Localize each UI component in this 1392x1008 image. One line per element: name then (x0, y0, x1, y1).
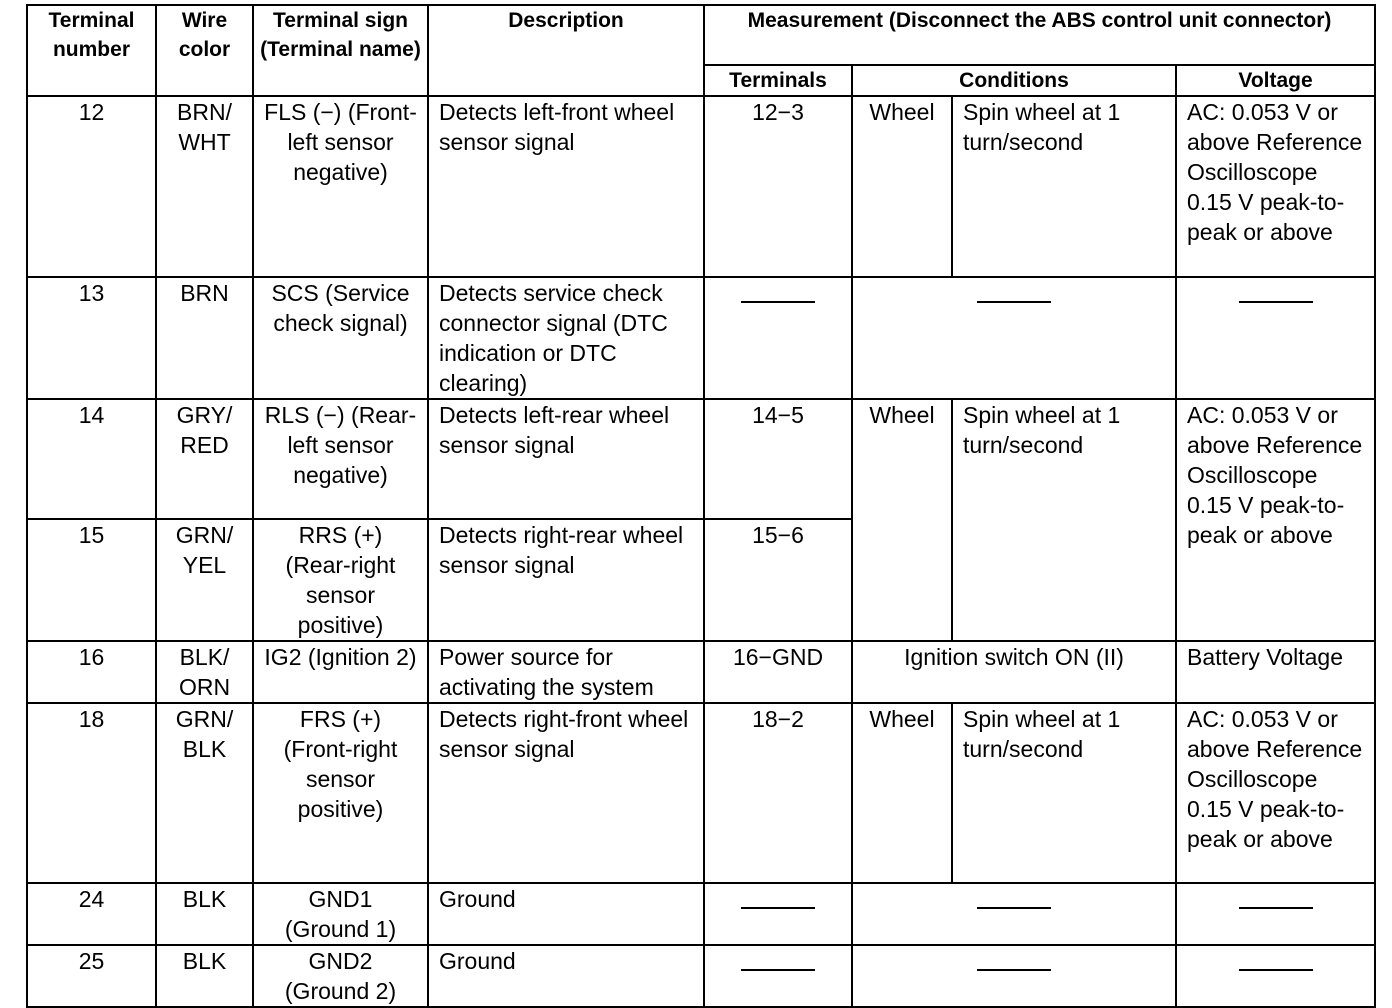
wire-color-cell: BRN/ WHT (156, 96, 253, 277)
description-cell: Detects left-front wheel sensor signal (428, 96, 704, 277)
table-row (27, 277, 1375, 399)
description-cell: Ground (428, 883, 704, 945)
terminals-cell (704, 277, 852, 399)
table-row (27, 703, 1375, 883)
terminal-table (26, 4, 1376, 1008)
table-row (27, 641, 1375, 703)
voltage-cell: AC: 0.053 V or above Reference Oscilloscope 0.15 V peak-to-peak or above (1176, 96, 1375, 277)
header-description: Description (428, 5, 704, 96)
terminal-sign-cell: RRS (+) (Rear-right sensor positive) (253, 519, 428, 641)
voltage-cell: AC: 0.053 V or above Reference Oscilloscope 0.15 V peak-to-peak or above (1176, 399, 1375, 641)
description-cell: Detects service check connector signal (DTC indication or DTC clearing) (428, 277, 704, 399)
description-cell: Power source for activating the system (428, 641, 704, 703)
dash-line (977, 907, 1051, 909)
terminal-number-cell: 13 (27, 277, 156, 399)
condition-detail-cell: Spin wheel at 1 turn/second (952, 703, 1176, 883)
terminal-number-cell: 16 (27, 641, 156, 703)
terminal-sign-cell: GND2 (Ground 2) (253, 945, 428, 1007)
description-cell: Detects right-front wheel sensor signal (428, 703, 704, 883)
terminals-cell: 16−GND (704, 641, 852, 703)
terminal-sign-cell: FRS (+) (Front-right sensor positive) (253, 703, 428, 883)
voltage-cell (1176, 277, 1375, 399)
header-terminal-number: Terminal number (27, 5, 156, 96)
condition-target-cell: Wheel (852, 96, 952, 277)
voltage-cell: AC: 0.053 V or above Reference Oscilloscope 0.15 V peak-to-peak or above (1176, 703, 1375, 883)
table-row (27, 883, 1375, 945)
condition-target-cell: Wheel (852, 399, 952, 641)
dash-line (977, 301, 1051, 303)
dash-line (977, 969, 1051, 971)
conditions-cell (852, 945, 1176, 1007)
terminals-cell: 14−5 (704, 399, 852, 519)
condition-target-cell: Wheel (852, 703, 952, 883)
wire-color-cell: BLK (156, 883, 253, 945)
header-terminals: Terminals (704, 65, 852, 96)
conditions-cell (852, 277, 1176, 399)
dash-line (741, 301, 815, 303)
description-cell: Ground (428, 945, 704, 1007)
table-row (27, 945, 1375, 1007)
wire-color-cell: BRN (156, 277, 253, 399)
condition-detail-cell: Spin wheel at 1 turn/second (952, 96, 1176, 277)
terminal-sign-cell: SCS (Service check signal) (253, 277, 428, 399)
terminal-number-cell: 12 (27, 96, 156, 277)
dash-line (741, 969, 815, 971)
wire-color-cell: GRN/ YEL (156, 519, 253, 641)
conditions-cell (852, 883, 1176, 945)
terminal-sign-cell: RLS (−) (Rear-left sensor negative) (253, 399, 428, 519)
description-cell: Detects left-rear wheel sensor signal (428, 399, 704, 519)
terminal-number-cell: 14 (27, 399, 156, 519)
dash-line (1239, 301, 1313, 303)
terminals-cell (704, 945, 852, 1007)
header-measurement: Measurement (Disconnect the ABS control unit connector) (704, 5, 1375, 65)
header-wire-color: Wire color (156, 5, 253, 96)
voltage-cell (1176, 945, 1375, 1007)
voltage-cell: Battery Voltage (1176, 641, 1375, 703)
conditions-cell: Ignition switch ON (II) (852, 641, 1176, 703)
table-row (27, 399, 1375, 519)
voltage-cell (1176, 883, 1375, 945)
terminal-number-cell: 18 (27, 703, 156, 883)
description-cell: Detects right-rear wheel sensor signal (428, 519, 704, 641)
terminals-cell (704, 883, 852, 945)
terminals-cell: 15−6 (704, 519, 852, 641)
wire-color-cell: BLK/ ORN (156, 641, 253, 703)
terminal-number-cell: 15 (27, 519, 156, 641)
header-row (27, 5, 1375, 65)
header-voltage: Voltage (1176, 65, 1375, 96)
terminal-sign-cell: FLS (−) (Front-left sensor negative) (253, 96, 428, 277)
dash-line (1239, 969, 1313, 971)
terminal-sign-cell: GND1 (Ground 1) (253, 883, 428, 945)
dash-line (1239, 907, 1313, 909)
dash-line (741, 907, 815, 909)
wire-color-cell: GRN/ BLK (156, 703, 253, 883)
terminals-cell: 12−3 (704, 96, 852, 277)
wire-color-cell: GRY/ RED (156, 399, 253, 519)
header-terminal-sign: Terminal sign (Terminal name) (253, 5, 428, 96)
condition-detail-cell: Spin wheel at 1 turn/second (952, 399, 1176, 641)
terminal-number-cell: 25 (27, 945, 156, 1007)
wire-color-cell: BLK (156, 945, 253, 1007)
terminal-sign-cell: IG2 (Ignition 2) (253, 641, 428, 703)
terminals-cell: 18−2 (704, 703, 852, 883)
terminal-number-cell: 24 (27, 883, 156, 945)
table-row (27, 96, 1375, 277)
header-conditions: Conditions (852, 65, 1176, 96)
